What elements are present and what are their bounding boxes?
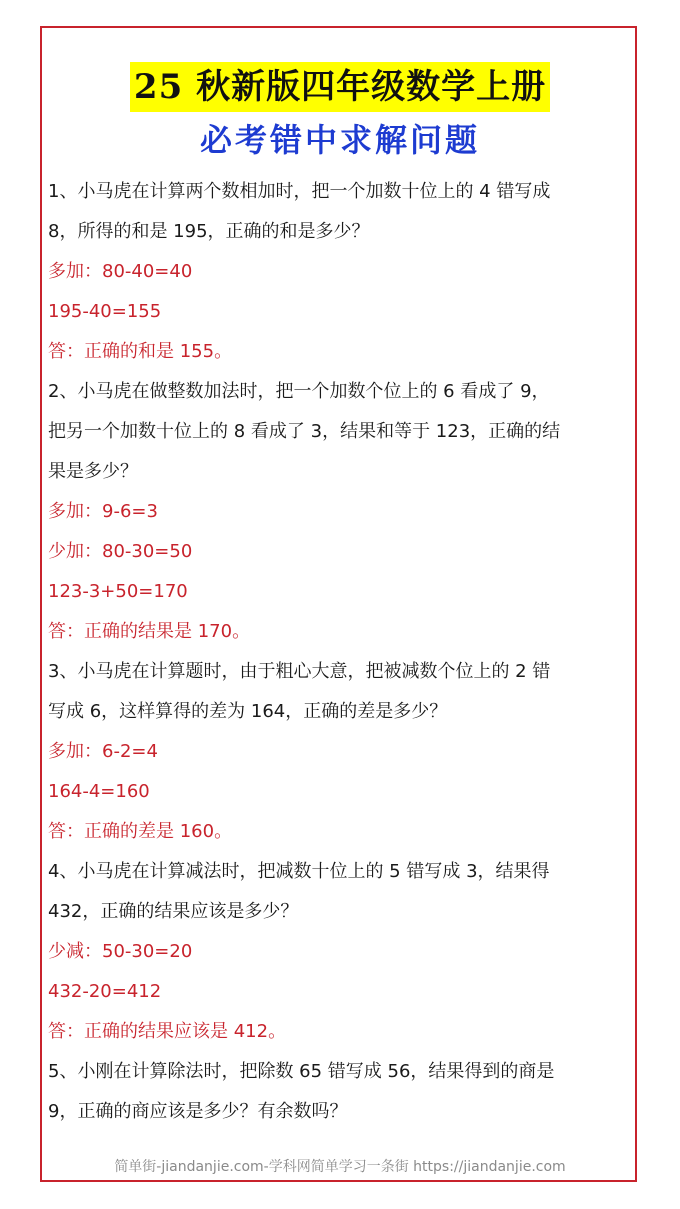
problem-2-solution-step-1: 多加：9-6=3 <box>48 501 158 522</box>
problem-3-solution-step-2: 164-4=160 <box>48 781 150 802</box>
problem-4-answer: 答：正确的结果应该是 412。 <box>48 1021 287 1042</box>
problem-4-solution-step-2: 432-20=412 <box>48 981 162 1002</box>
problem-2-question-line-1: 2、小马虎在做整数加法时，把一个加数个位上的 6 看成了 9， <box>48 381 550 402</box>
problem-3-question-line-1: 3、小马虎在计算题时，由于粗心大意，把被减数个位上的 2 错 <box>48 661 551 682</box>
problem-3-question-line-2: 写成 6，这样算得的差为 164，正确的差是多少？ <box>48 701 448 722</box>
problem-5-question-line-1: 5、小刚在计算除法时，把除数 65 错写成 56，结果得到的商是 <box>48 1061 555 1082</box>
problem-2-question-line-2: 把另一个加数十位上的 8 看成了 3，结果和等于 123，正确的结 <box>48 421 561 442</box>
problem-2-solution-step-2: 少加：80-30=50 <box>48 541 193 562</box>
problem-1-solution-step-2: 195-40=155 <box>48 301 162 322</box>
problem-1-question-line-2: 8，所得的和是 195，正确的和是多少？ <box>48 221 370 242</box>
problem-2-solution-step-3: 123-3+50=170 <box>48 581 188 602</box>
problem-1-question-line-1: 1、小马虎在计算两个数相加时，把一个加数十位上的 4 错写成 <box>48 181 551 202</box>
problem-1-answer: 答：正确的和是 155。 <box>48 341 233 362</box>
problem-4-question-line-2: 432，正确的结果应该是多少？ <box>48 901 299 922</box>
problem-5-question-line-2: 9，正确的商应该是多少？有余数吗？ <box>48 1101 348 1122</box>
problem-3-solution-step-1: 多加：6-2=4 <box>48 741 158 762</box>
title-block <box>0 62 680 112</box>
problem-2-answer: 答：正确的结果是 170。 <box>48 621 251 642</box>
page-subtitle: 必考错中求解问题 <box>199 121 480 159</box>
page-title: 25 秋新版四年级数学上册 <box>130 62 550 112</box>
problem-4-question-line-1: 4、小马虎在计算减法时，把减数十位上的 5 错写成 3，结果得 <box>48 861 550 882</box>
problem-4-solution-step-1: 少减：50-30=20 <box>48 941 193 962</box>
footer-watermark: 简单街-jiandanjie.com-学科网简单学习一条街 https://jiandanjie.com <box>114 1159 566 1175</box>
problem-3-answer: 答：正确的差是 160。 <box>48 821 233 842</box>
problem-2-question-line-3: 果是多少？ <box>48 461 138 482</box>
problem-list <box>48 172 638 1132</box>
problem-1-solution-step-1: 多加：80-40=40 <box>48 261 193 282</box>
